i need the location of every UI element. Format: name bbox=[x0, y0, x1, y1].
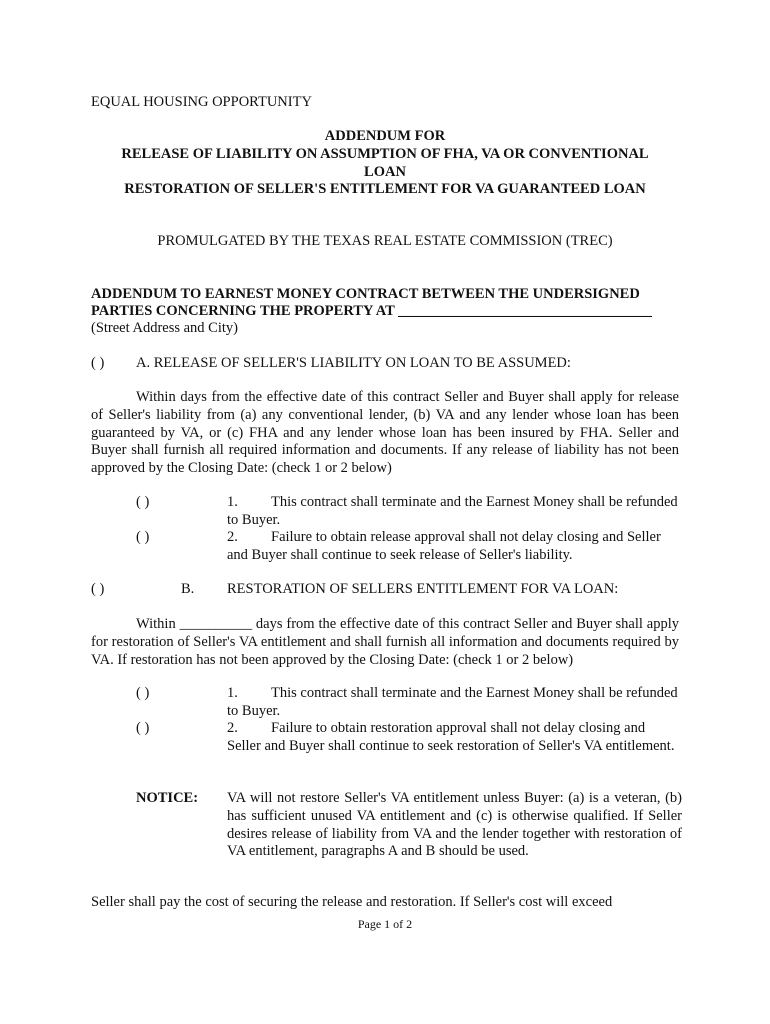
section-b-checkbox[interactable]: ( ) bbox=[91, 581, 105, 597]
option-text: This contract shall terminate and the Earnest Money shall be refunded to Buyer. bbox=[227, 685, 678, 719]
section-a-heading: A. RELEASE OF SELLER'S LIABILITY ON LOAN TO BE ASSUMED: bbox=[136, 355, 571, 371]
section-a-option-2 bbox=[227, 529, 682, 565]
section-b-option-1 bbox=[227, 685, 682, 721]
title-line-1: ADDENDUM FOR bbox=[324, 128, 446, 144]
section-a-option-1-checkbox[interactable]: ( ) bbox=[136, 494, 150, 510]
option-number: 2. bbox=[227, 529, 238, 545]
property-address-field[interactable]: ___________________________________ bbox=[398, 303, 652, 319]
promulgated-line: PROMULGATED BY THE TEXAS REAL ESTATE COMMISSION (TREC) bbox=[157, 233, 613, 249]
section-b-option-2 bbox=[227, 720, 682, 756]
option-number: 1. bbox=[227, 685, 238, 701]
street-address-label: (Street Address and City) bbox=[91, 320, 238, 336]
option-text: Failure to obtain release approval shall not delay closing and Seller and Buyer shall continue to seek release of Seller's liability. bbox=[227, 529, 661, 563]
section-a-checkbox[interactable]: ( ) bbox=[91, 355, 105, 371]
closing-paragraph: Seller shall pay the cost of securing the release and restoration. If Seller's cost will exceed bbox=[91, 894, 613, 910]
section-b-heading: RESTORATION OF SELLERS ENTITLEMENT FOR VA LOAN: bbox=[227, 581, 619, 597]
section-b-letter: B. bbox=[181, 581, 195, 597]
section-b-body: Within __________ days from the effective date of this contract Seller and Buyer shall apply for restoration of Seller's VA entitlement and shall furnish all information and documents required by VA. If restoration has not been approved by the Closing Date: (check 1 or 2 below) bbox=[91, 616, 679, 668]
option-number: 2. bbox=[227, 720, 238, 736]
intro-line-2-text: PARTIES CONCERNING THE PROPERTY AT bbox=[91, 303, 395, 319]
section-b-option-1-checkbox[interactable]: ( ) bbox=[136, 685, 150, 701]
equal-housing-label: EQUAL HOUSING OPPORTUNITY bbox=[91, 94, 312, 110]
option-text: This contract shall terminate and the Earnest Money shall be refunded to Buyer. bbox=[227, 494, 678, 528]
section-b-option-2-checkbox[interactable]: ( ) bbox=[136, 720, 150, 736]
section-a-option-1 bbox=[227, 494, 682, 530]
notice-text: VA will not restore Seller's VA entitlement unless Buyer: (a) is a veteran, (b) has sufficient unused VA entitlement and (c) is otherwise qualified. If Seller desires release of liability from VA and the lender together with restoration of VA entitlement, paragraphs A and B should be used. bbox=[227, 790, 682, 860]
title-line-3: LOAN bbox=[364, 164, 406, 180]
option-text: Failure to obtain restoration approval shall not delay closing and Seller and Buyer shall continue to seek restoration of Seller's VA entitlement. bbox=[227, 720, 675, 754]
title-line-4: RESTORATION OF SELLER'S ENTITLEMENT FOR VA GUARANTEED LOAN bbox=[124, 181, 646, 197]
title-line-2: RELEASE OF LIABILITY ON ASSUMPTION OF FHA, VA OR CONVENTIONAL bbox=[121, 146, 649, 162]
intro-line-2 bbox=[91, 303, 652, 320]
page-number: Page 1 of 2 bbox=[357, 917, 413, 931]
notice-label: NOTICE: bbox=[136, 790, 199, 806]
option-number: 1. bbox=[227, 494, 238, 510]
section-a-option-2-checkbox[interactable]: ( ) bbox=[136, 529, 150, 545]
intro-line-1: ADDENDUM TO EARNEST MONEY CONTRACT BETWEEN THE UNDERSIGNED bbox=[91, 286, 640, 302]
section-a-body: Within days from the effective date of this contract Seller and Buyer shall apply for release of Seller's liability from (a) any conventional lender, (b) VA and any lender whose loan has been guaranteed by VA, or (c) FHA and any lender whose loan has been insured by FHA. Seller and Buyer shall furnish all required information and documents. If any release of liability has not been approved by the Closing Date: (check 1 or 2 below) bbox=[91, 389, 679, 477]
